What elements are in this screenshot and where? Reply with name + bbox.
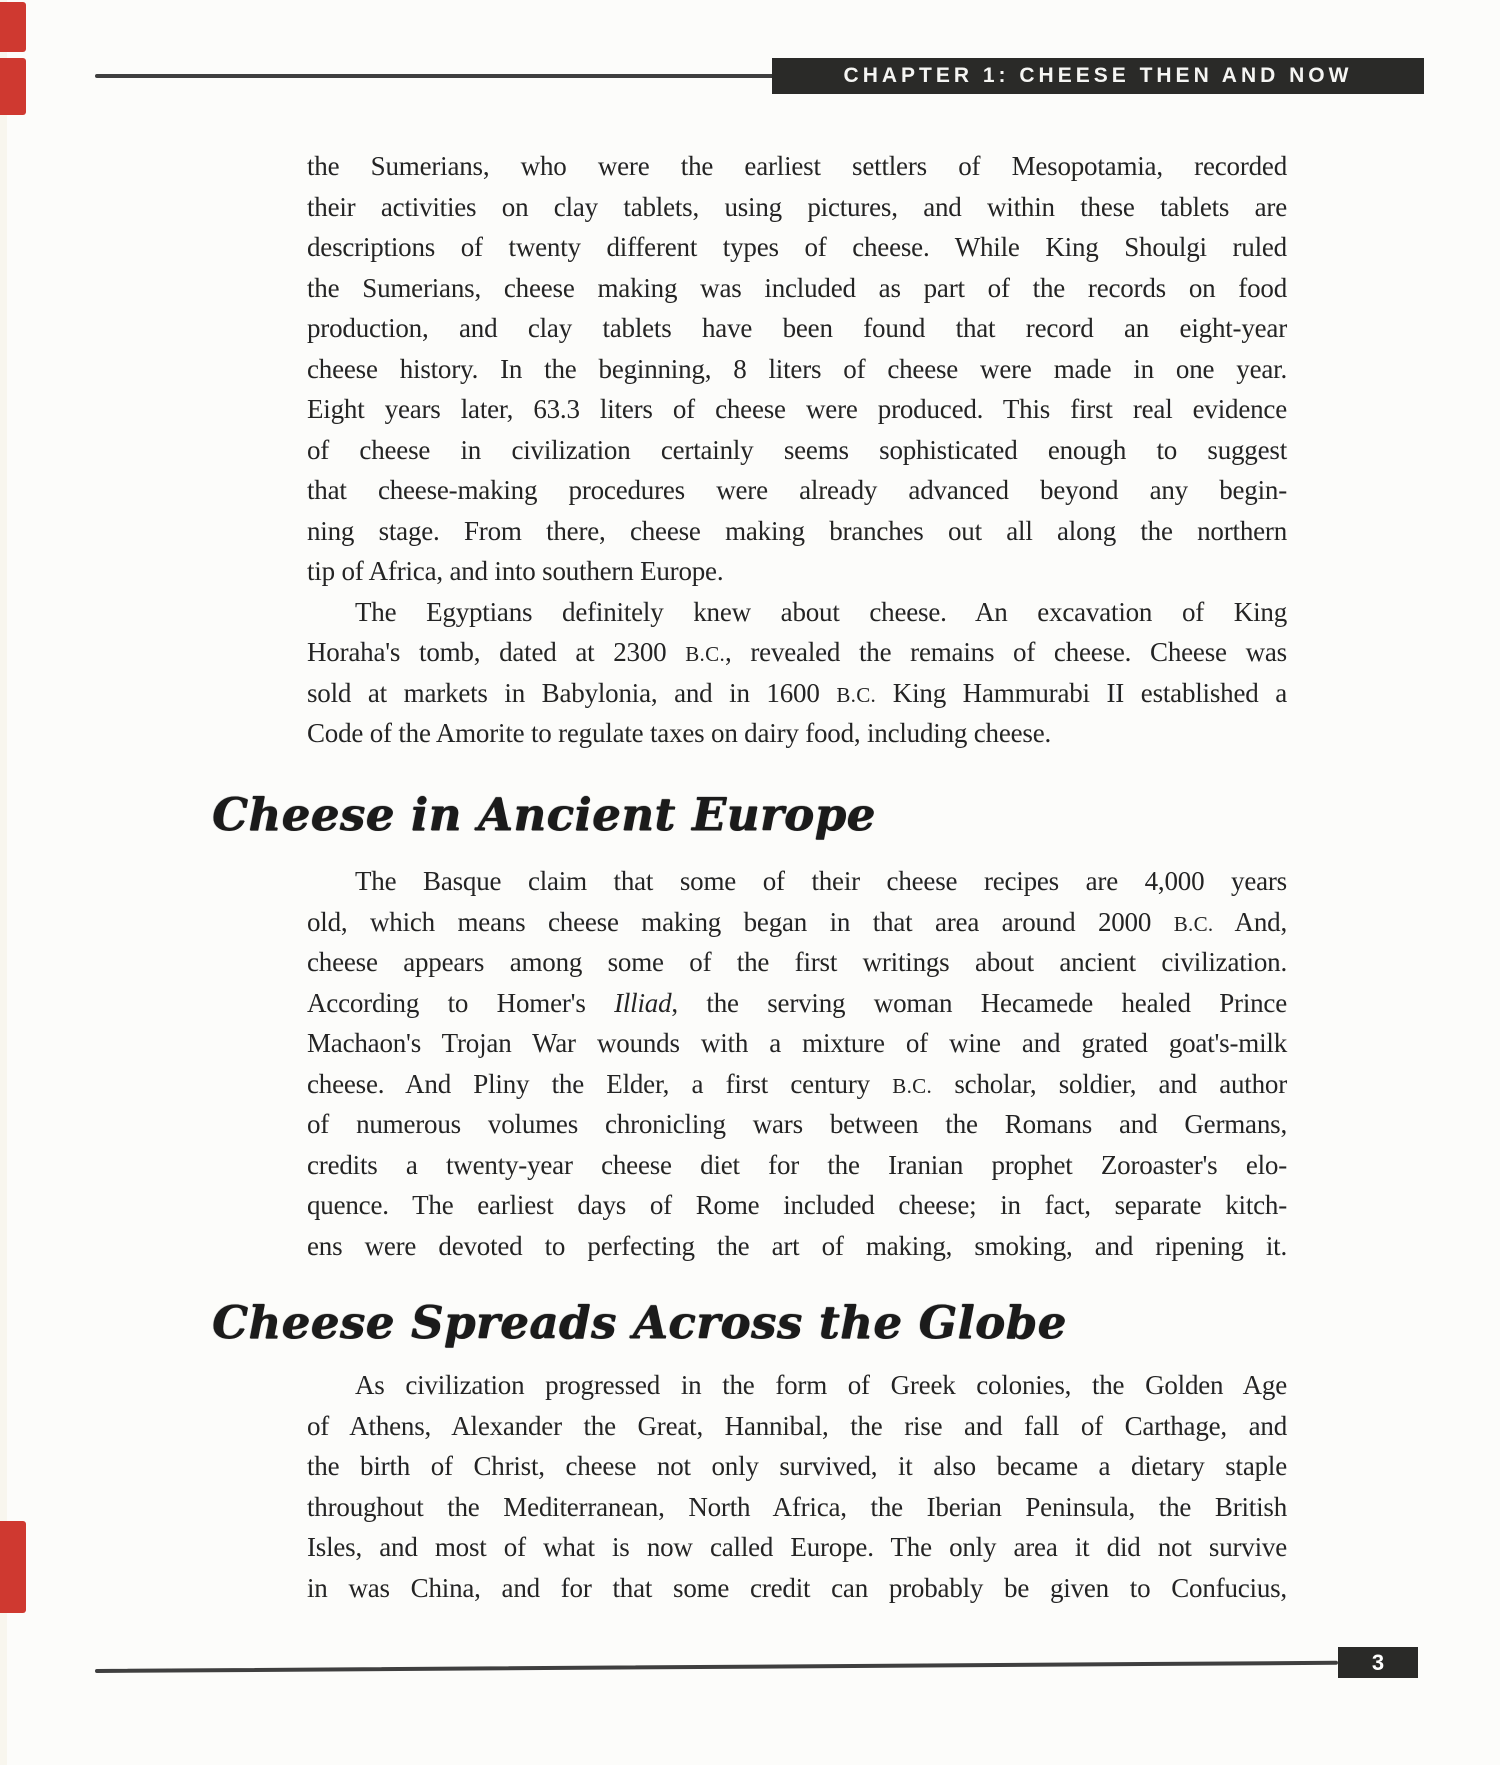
body-line: Code of the Amorite to regulate taxes on dairy food, including cheese. [307,718,1052,748]
body-line: the Sumerians, cheese making was included as part of the records on food [307,272,1287,303]
page-number-box [1338,1647,1418,1678]
body-line: old, which means cheese making began in that area around 2000 B.C. And, [307,906,1287,937]
body-line: The Basque claim that some of their cheese recipes are 4,000 years [355,866,1287,896]
body-paragraph-block-3 [307,1365,1287,1608]
body-line: the Sumerians, who were the earliest settlers of Mesopotamia, recorded [307,151,1287,181]
footer-rule [95,1661,1338,1673]
chapter-header-bar [772,58,1424,94]
body-line: Horaha's tomb, dated at 2300 B.C., revealed the remains of cheese. Cheese was [307,637,1287,667]
scan-red-mark-bottom [0,1521,26,1613]
body-line: in was China, and for that some credit can probably be given to Confucius, [307,1572,1287,1603]
body-line: ens were devoted to perfecting the art of making, smoking, and ripening it. [307,1230,1287,1261]
scan-red-mark-top-upper [0,2,26,52]
body-line: The Egyptians definitely knew about cheese. An excavation of King [355,596,1287,627]
body-line: sold at markets in Babylonia, and in 1600 B.C. King Hammurabi II established a [307,677,1288,708]
body-line: According to Homer's Illiad, the serving woman Hecamede healed Prince [307,987,1288,1018]
body-line: Isles, and most of what is now called Europe. The only area it did not survive [307,1532,1287,1562]
body-line: credits a twenty-year cheese diet for the Iranian prophet Zoroaster's elo- [307,1149,1287,1180]
section-heading-spreads-globe: Cheese Spreads Across the Globe [212,1296,1067,1349]
body-line: cheese. And Pliny the Elder, a first century B.C. scholar, soldier, and author [307,1068,1287,1099]
body-line: ning stage. From there, cheese making branches out all along the northern [307,515,1287,546]
body-line: quence. The earliest days of Rome included cheese; in fact, separate kitch- [307,1190,1287,1220]
page-edge-strip [0,0,7,1765]
page-number: 3 [1371,1649,1385,1675]
section-heading-ancient-europe: Cheese in Ancient Europe [212,788,876,841]
body-line: throughout the Mediterranean, North Africa, the Iberian Peninsula, the British [307,1491,1287,1522]
body-line: their activities on clay tablets, using pictures, and within these tablets are [307,191,1287,222]
body-line: tip of Africa, and into southern Europe. [307,556,724,586]
body-line: the birth of Christ, cheese not only survived, it also became a dietary staple [307,1451,1287,1481]
body-line: Eight years later, 63.3 liters of cheese were produced. This first real evidence [307,394,1287,424]
body-line: of cheese in civilization certainly seems sophisticated enough to suggest [307,434,1287,465]
chapter-header-rule [95,74,780,78]
body-line: that cheese-making procedures were already advanced beyond any begin- [307,475,1287,505]
body-line: production, and clay tablets have been found that record an eight-year [307,313,1287,343]
body-paragraph-block-1 [307,146,1287,754]
scan-red-mark-top-lower [0,58,26,115]
body-paragraph-block-2 [307,861,1287,1266]
body-line: descriptions of twenty different types of cheese. While King Shoulgi ruled [307,232,1287,262]
chapter-title: CHAPTER 1: CHEESE THEN AND NOW [843,64,1353,87]
body-line: of numerous volumes chronicling wars between the Romans and Germans, [307,1109,1287,1139]
body-line: cheese appears among some of the first writings about ancient civilization. [307,947,1287,977]
body-line: Machaon's Trojan War wounds with a mixture of wine and grated goat's-milk [307,1028,1287,1058]
body-line: As civilization progressed in the form of Greek colonies, the Golden Age [355,1370,1287,1400]
body-line: of Athens, Alexander the Great, Hannibal, the rise and fall of Carthage, and [307,1410,1287,1441]
body-line: cheese history. In the beginning, 8 liters of cheese were made in one year. [307,353,1287,384]
